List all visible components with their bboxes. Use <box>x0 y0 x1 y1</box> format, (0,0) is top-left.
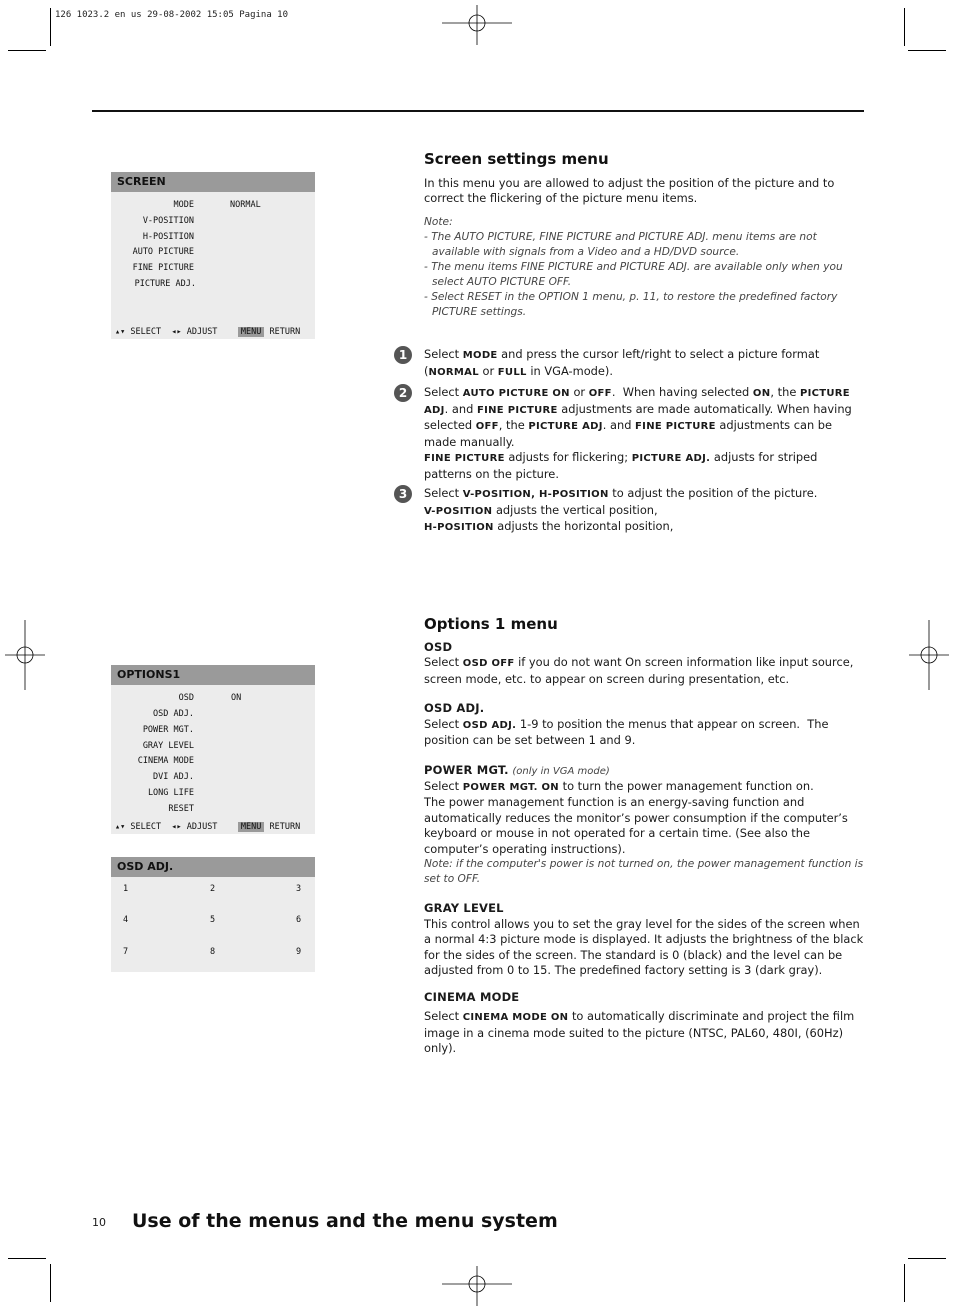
registration-mark-top <box>442 5 512 45</box>
subheading-osd-adj: OSD ADJ. <box>424 701 485 715</box>
gray-paragraph: This control allows you to set the gray level for the sides of the screen when a normal 4:3 picture mode is displayed. It adjusts the brightness of the black for the sides of the screen. The standard is 0 (black) and the level can be adjusted from 0 to 15. The predefined factory setting is 3 (dark gray). <box>424 916 864 977</box>
step-1-text: Select MODE and press the cursor left/right to select a picture format (NORMAL or FULL in VGA-mode). <box>424 347 820 378</box>
osd-item-cinema-mode: CINEMA MODE <box>137 756 194 766</box>
page-title: Use of the menus and the menu system <box>132 1210 558 1232</box>
registration-mark-right <box>909 620 949 690</box>
osd-item-reset: RESET <box>168 804 194 814</box>
osd-grid-cell: 2 <box>210 884 216 894</box>
intro-paragraph: In this menu you are allowed to adjust the position of the picture and to correct the flickering of the picture menu items. <box>424 175 835 205</box>
osd-item-h-position: H-POSITION <box>142 232 194 242</box>
up-down-icon: ▴▾ <box>115 327 126 337</box>
osd-footer: ▴▾ SELECT ◂▸ ADJUST MENU RETURN <box>115 822 301 832</box>
screen-osd-panel <box>111 172 315 339</box>
osdadj-osd-panel <box>111 857 315 972</box>
osd-item-fine-picture: FINE PICTURE <box>132 263 194 273</box>
osd-item-v-position: V-POSITION <box>142 216 194 226</box>
page-number: 10 <box>92 1216 106 1229</box>
osd-grid-cell: 3 <box>296 884 302 894</box>
osd-value-osd: ON <box>231 693 242 703</box>
cinema-paragraph: Select CINEMA MODE ON to automatically discriminate and project the film image in a cinema mode suited to the picture (NTSC, PAL60, 480I, (60Hz) only). <box>424 1009 855 1055</box>
crop-mark <box>8 50 46 51</box>
step-number-1: 1 <box>394 346 412 364</box>
osd-grid-cell: 5 <box>210 915 216 925</box>
note-label: Note: <box>424 215 453 228</box>
registration-mark-left <box>5 620 45 690</box>
osd-item-osd-adj: OSD ADJ. <box>153 709 194 719</box>
osd-item-osd: OSD <box>178 693 194 703</box>
crop-mark <box>908 50 946 51</box>
crop-mark <box>908 1258 946 1259</box>
power-note: Note: if the computer's power is not turned on, the power management function is set to OFF. <box>424 858 864 885</box>
crop-mark <box>904 1264 905 1302</box>
osd-item-picture-adj: PICTURE ADJ. <box>134 279 196 289</box>
osdadj-osd-title: OSD ADJ. <box>111 857 315 877</box>
osd-item-mode: MODE <box>173 200 194 210</box>
osd-grid-cell: 9 <box>296 947 302 957</box>
options-osd-panel <box>111 665 315 834</box>
osd-item-power-mgt: POWER MGT. <box>142 725 194 735</box>
note-item: - The menu items FINE PICTURE and PICTURE ADJ. are available only when you select AUTO PICTURE OFF. <box>424 260 843 288</box>
osd-item-auto-picture: AUTO PICTURE <box>132 247 194 257</box>
osd-grid-cell: 8 <box>210 947 216 957</box>
osd-grid-cell: 1 <box>123 884 129 894</box>
step-number-3: 3 <box>394 485 412 503</box>
options-osd-title: OPTIONS1 <box>111 665 315 685</box>
step-3-text: Select V-POSITION, H-POSITION to adjust the position of the picture. V-POSITION adjusts the vertical position, H-POSITION adjusts the horizontal position, <box>424 486 818 533</box>
crop-mark <box>50 1264 51 1302</box>
section-heading: Options 1 menu <box>424 615 558 633</box>
screen-settings-section <box>424 152 864 320</box>
osd-item-gray-level: GRAY LEVEL <box>142 741 194 751</box>
osd-item-dvi-adj: DVI ADJ. <box>153 772 194 782</box>
subheading-gray-level: GRAY LEVEL <box>424 901 504 915</box>
left-right-icon: ◂▸ <box>171 822 182 832</box>
screen-osd-title: SCREEN <box>111 172 315 192</box>
power-paragraph: Select POWER MGT. ON to turn the power management function on. The power management function is an energy-saving function and automatically reduces the monitor’s power consumption if the computer’s keyboard or mouse in not operated for a certain time. (See also the computer’s operating instructions). <box>424 778 848 856</box>
osd-value-mode: NORMAL <box>230 200 261 210</box>
crop-mark <box>8 1258 46 1259</box>
subheading-cinema-mode: CINEMA MODE <box>424 989 520 1004</box>
osd-footer: ▴▾ SELECT ◂▸ ADJUST MENU RETURN <box>115 327 301 337</box>
subheading-osd: OSD <box>424 639 453 654</box>
crop-mark <box>904 8 905 46</box>
registration-mark-bottom <box>442 1266 512 1306</box>
power-subnote: (only in VGA mode) <box>512 765 610 777</box>
note-item: - Select RESET in the OPTION 1 menu, p. 11, to restore the predefined factory PICTURE settings. <box>424 290 838 318</box>
note-item: - The AUTO PICTURE, FINE PICTURE and PICTURE ADJ. menu items are not available with signals from a Video and a HD/DVD source. <box>424 230 817 258</box>
osd-grid-cell: 6 <box>296 915 302 925</box>
step-2-text: Select AUTO PICTURE ON or OFF. When having selected ON, the PICTURE ADJ. and FINE PICTURE adjustments are made automatically. When having selected OFF, the PICTURE ADJ. and FINE PICTURE adjustments can be made manually. FINE PICTURE adjusts for flickering; PICTURE ADJ. adjusts for striped patterns on the picture. <box>424 385 852 481</box>
subheading-power-mgt: POWER MGT. <box>424 762 509 777</box>
menu-key: MENU <box>238 822 264 832</box>
osd-adj-paragraph: Select OSD ADJ. 1-9 to position the menus that appear on screen. The position can be set between 1 and 9. <box>424 716 829 747</box>
top-rule <box>92 110 864 112</box>
crop-mark <box>50 8 51 46</box>
menu-key: MENU <box>238 327 264 337</box>
print-header: 126 1023.2 en us 29-08-2002 15:05 Pagina 10 <box>55 10 288 20</box>
left-right-icon: ◂▸ <box>171 327 182 337</box>
up-down-icon: ▴▾ <box>115 822 126 832</box>
step-number-2: 2 <box>394 384 412 402</box>
osd-item-long-life: LONG LIFE <box>147 788 194 798</box>
osd-grid-cell: 4 <box>123 915 129 925</box>
power-heading-row <box>424 763 864 779</box>
osd-paragraph: Select OSD OFF if you do not want On screen information like input source, screen mode, etc. to appear on screen during presentation, etc. <box>424 655 854 686</box>
osd-grid-cell: 7 <box>123 947 129 957</box>
section-heading: Screen settings menu <box>424 150 609 168</box>
options-section <box>424 617 864 1057</box>
